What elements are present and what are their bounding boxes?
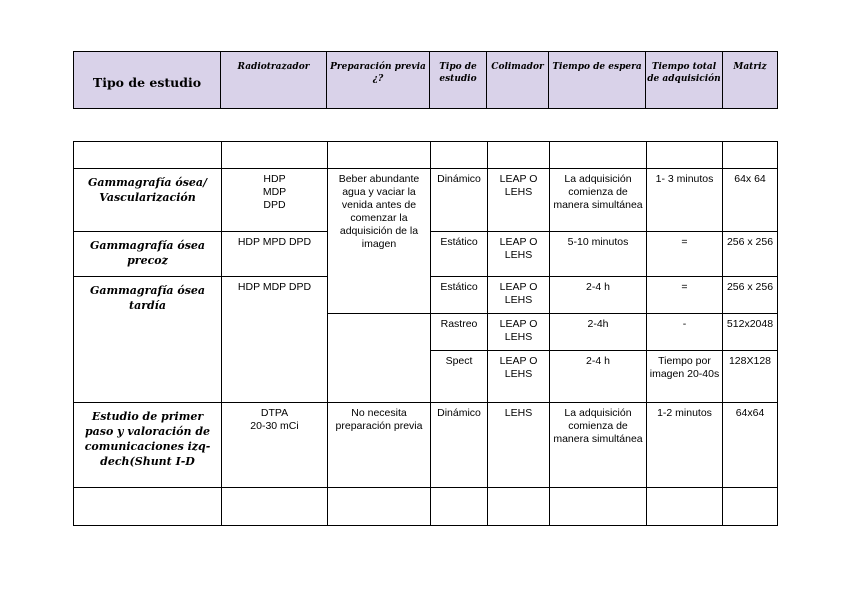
tipo-cell: Estático	[431, 276, 488, 313]
colimador-cell: LEHS	[488, 403, 550, 487]
study-name: Estudio de primer paso y valoración de comunicaciones izq-dech(Shunt I-D	[74, 403, 222, 487]
header-row	[74, 52, 778, 109]
header-tipo-estudio: Tipo de estudio	[74, 52, 221, 109]
total-cell: =	[647, 232, 723, 276]
header-table	[73, 51, 778, 109]
radiotrazador-cell: DTPA 20-30 mCi	[222, 403, 328, 487]
header-colimador: Colimador	[487, 52, 549, 109]
matriz-cell: 64x64	[723, 403, 778, 487]
espera-cell: 2-4 h	[550, 276, 647, 313]
colimador-cell: LEAP O LEHS	[488, 169, 550, 232]
tipo-cell: Estático	[431, 232, 488, 276]
empty-cell	[222, 142, 328, 169]
empty-cell	[550, 487, 647, 525]
table-row-empty-top	[74, 142, 778, 169]
espera-cell: La adquisición comienza de manera simultánea	[550, 403, 647, 487]
total-cell: Tiempo por imagen 20-40s	[647, 351, 723, 403]
tipo-cell: Dinámico	[431, 169, 488, 232]
radiotrazador-cell: HDP MDP DPD	[222, 276, 328, 403]
radiotrazador-cell: HDP MPD DPD	[222, 232, 328, 276]
empty-cell	[328, 313, 431, 402]
matriz-cell: 128X128	[723, 351, 778, 403]
matriz-cell: 256 x 256	[723, 276, 778, 313]
tipo-cell: Spect	[431, 351, 488, 403]
study-name: Gammagrafía ósea precoz	[74, 232, 222, 276]
colimador-cell: LEAP O LEHS	[488, 232, 550, 276]
tipo-cell: Dinámico	[431, 403, 488, 487]
preparacion-cell: Beber abundante agua y vaciar la venida antes de comenzar la adquisición de la imagen	[328, 169, 431, 314]
header-tiempo-espera: Tiempo de espera	[549, 52, 646, 109]
empty-cell	[74, 142, 222, 169]
total-cell: =	[647, 276, 723, 313]
empty-cell	[222, 487, 328, 525]
total-cell: 1- 3 minutos	[647, 169, 723, 232]
header-radiotrazador: Radiotrazador	[221, 52, 327, 109]
table-row	[74, 403, 778, 487]
empty-cell	[431, 487, 488, 525]
table-row-empty-bottom	[74, 487, 778, 525]
radiotrazador-cell: HDP MDP DPD	[222, 169, 328, 232]
header-matriz: Matriz	[723, 52, 778, 109]
empty-cell	[647, 142, 723, 169]
total-cell: -	[647, 313, 723, 350]
empty-cell	[488, 142, 550, 169]
empty-cell	[723, 142, 778, 169]
studies-table	[73, 141, 778, 526]
espera-cell: 5-10 minutos	[550, 232, 647, 276]
colimador-cell: LEAP O LEHS	[488, 351, 550, 403]
espera-cell: 2-4 h	[550, 351, 647, 403]
matriz-cell: 256 x 256	[723, 232, 778, 276]
empty-cell	[550, 142, 647, 169]
total-cell: 1-2 minutos	[647, 403, 723, 487]
espera-cell: 2-4h	[550, 313, 647, 350]
colimador-cell: LEAP O LEHS	[488, 276, 550, 313]
preparacion-cell: No necesita preparación previa	[328, 403, 431, 487]
empty-cell	[74, 487, 222, 525]
matriz-cell: 64x 64	[723, 169, 778, 232]
empty-cell	[647, 487, 723, 525]
empty-cell	[431, 142, 488, 169]
table-row	[74, 169, 778, 232]
tipo-cell: Rastreo	[431, 313, 488, 350]
espera-cell: La adquisición comienza de manera simultánea	[550, 169, 647, 232]
empty-cell	[723, 487, 778, 525]
empty-cell	[328, 142, 431, 169]
header-tipo: Tipo de estudio	[430, 52, 487, 109]
header-tiempo-total: Tiempo total de adquisición	[646, 52, 723, 109]
matriz-cell: 512x2048	[723, 313, 778, 350]
header-preparacion: Preparación previa ¿?	[327, 52, 430, 109]
colimador-cell: LEAP O LEHS	[488, 313, 550, 350]
empty-cell	[488, 487, 550, 525]
empty-cell	[328, 487, 431, 525]
study-name: Gammagrafía ósea tardía	[74, 276, 222, 403]
study-name: Gammagrafía ósea/ Vascularización	[74, 169, 222, 232]
